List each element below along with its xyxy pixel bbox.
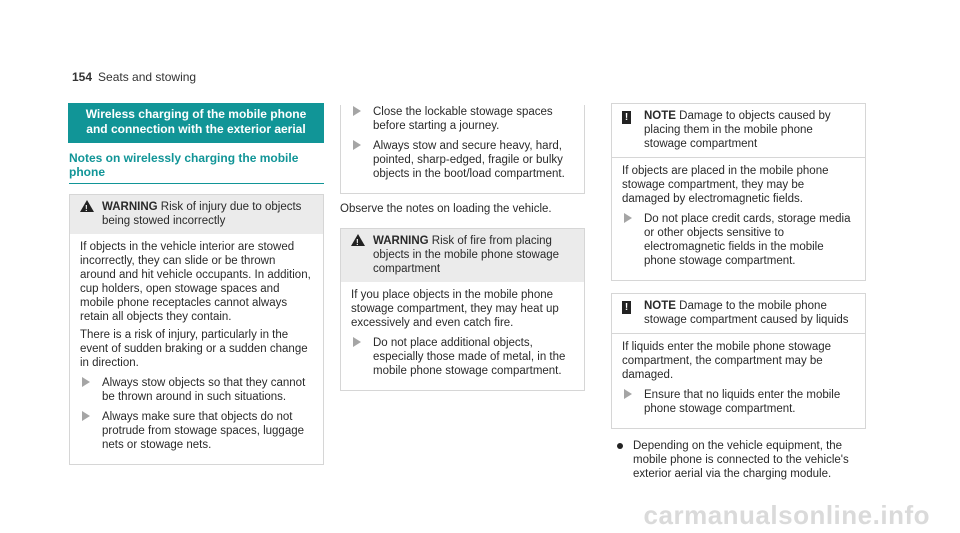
action-step: Always stow objects so that they cannot be thrown around in such situations. (80, 376, 313, 404)
note-body (612, 157, 865, 280)
warning-box (340, 228, 585, 391)
continued-steps (340, 105, 585, 194)
arrow-icon (353, 140, 361, 150)
warning-box (69, 194, 324, 465)
note-box (611, 103, 866, 281)
warning-text: Risk of fire from placing objects in the mobile phone stowage compartment (373, 235, 560, 275)
watermark: carmanualsonline.info (643, 500, 930, 530)
action-step: Ensure that no liquids enter the mobile phone stowage compartment. (622, 388, 855, 416)
bullet-icon (617, 443, 623, 449)
warning-paragraph: If you place objects in the mobile phone stowage compartment, they may heat up excessively and even catch fire. (351, 289, 559, 329)
warning-body (341, 282, 584, 390)
warning-label: WARNING (102, 201, 158, 213)
warning-header (70, 195, 323, 234)
arrow-icon (353, 337, 361, 347)
arrow-icon (353, 106, 361, 116)
column-left (69, 103, 324, 465)
note-paragraph: If liquids enter the mobile phone stowage compartment, the compartment may be damaged. (622, 341, 832, 381)
arrow-icon (624, 389, 632, 399)
action-step: Always stow and secure heavy, hard, pointed, sharp-edged, fragile or bulky objects in the boot/load compartment. (351, 139, 574, 181)
page-header (72, 70, 196, 84)
note-box (611, 293, 866, 429)
warning-icon (351, 234, 365, 249)
warning-text: Risk of injury due to objects being stowed incorrectly (102, 201, 302, 227)
note-text: Damage to objects caused by placing them in the mobile phone stowage compartment (644, 110, 831, 150)
warning-paragraph: There is a risk of injury, particularly in the event of sudden braking or a sudden change in direction. (80, 329, 308, 369)
warning-header (341, 229, 584, 282)
observe-text: Observe the notes on loading the vehicle. (340, 203, 552, 215)
column-right (611, 103, 866, 481)
main-title: Wireless charging of the mobile phone and connection with the exterior aerial (68, 103, 324, 143)
bullet-item: Depending on the vehicle equipment, the mobile phone is connected to the vehicle's exterior aerial via the charging module. (611, 439, 866, 481)
note-label: NOTE (644, 110, 676, 122)
note-label: NOTE (644, 300, 676, 312)
sub-title: Notes on wirelessly charging the mobile phone (69, 151, 324, 184)
warning-body (70, 234, 323, 464)
section-title: Seats and stowing (98, 70, 197, 84)
arrow-icon (624, 213, 632, 223)
note-icon: ! (622, 299, 631, 314)
arrow-icon (82, 411, 90, 421)
note-header (612, 294, 865, 333)
action-step: Do not place additional objects, especially those made of metal, in the mobile phone stowage compartment. (351, 336, 574, 378)
page-number: 154 (72, 70, 93, 84)
column-middle (340, 103, 585, 391)
warning-icon (80, 200, 94, 215)
note-body (612, 333, 865, 428)
action-step: Always make sure that objects do not protrude from stowage spaces, luggage nets or stowage nets. (80, 410, 313, 452)
warning-label: WARNING (373, 235, 429, 247)
action-step: Do not place credit cards, storage media or other objects sensitive to electromagnetic fields in the mobile phone stowage compartment. (622, 212, 855, 268)
note-icon: ! (622, 109, 631, 124)
note-paragraph: If objects are placed in the mobile phone stowage compartment, they may be damaged by electromagnetic fields. (622, 165, 829, 205)
note-header (612, 104, 865, 157)
arrow-icon (82, 377, 90, 387)
note-text: Damage to the mobile phone stowage compartment caused by liquids (644, 300, 849, 326)
warning-paragraph: If objects in the vehicle interior are stowed incorrectly, they can slide or be thrown around and hit vehicle occupants. In addition, cup holders, open stowage spaces and mobile phone receptacles cannot always retain all objects they contain. (80, 241, 311, 323)
action-step: Close the lockable stowage spaces before starting a journey. (351, 105, 574, 133)
